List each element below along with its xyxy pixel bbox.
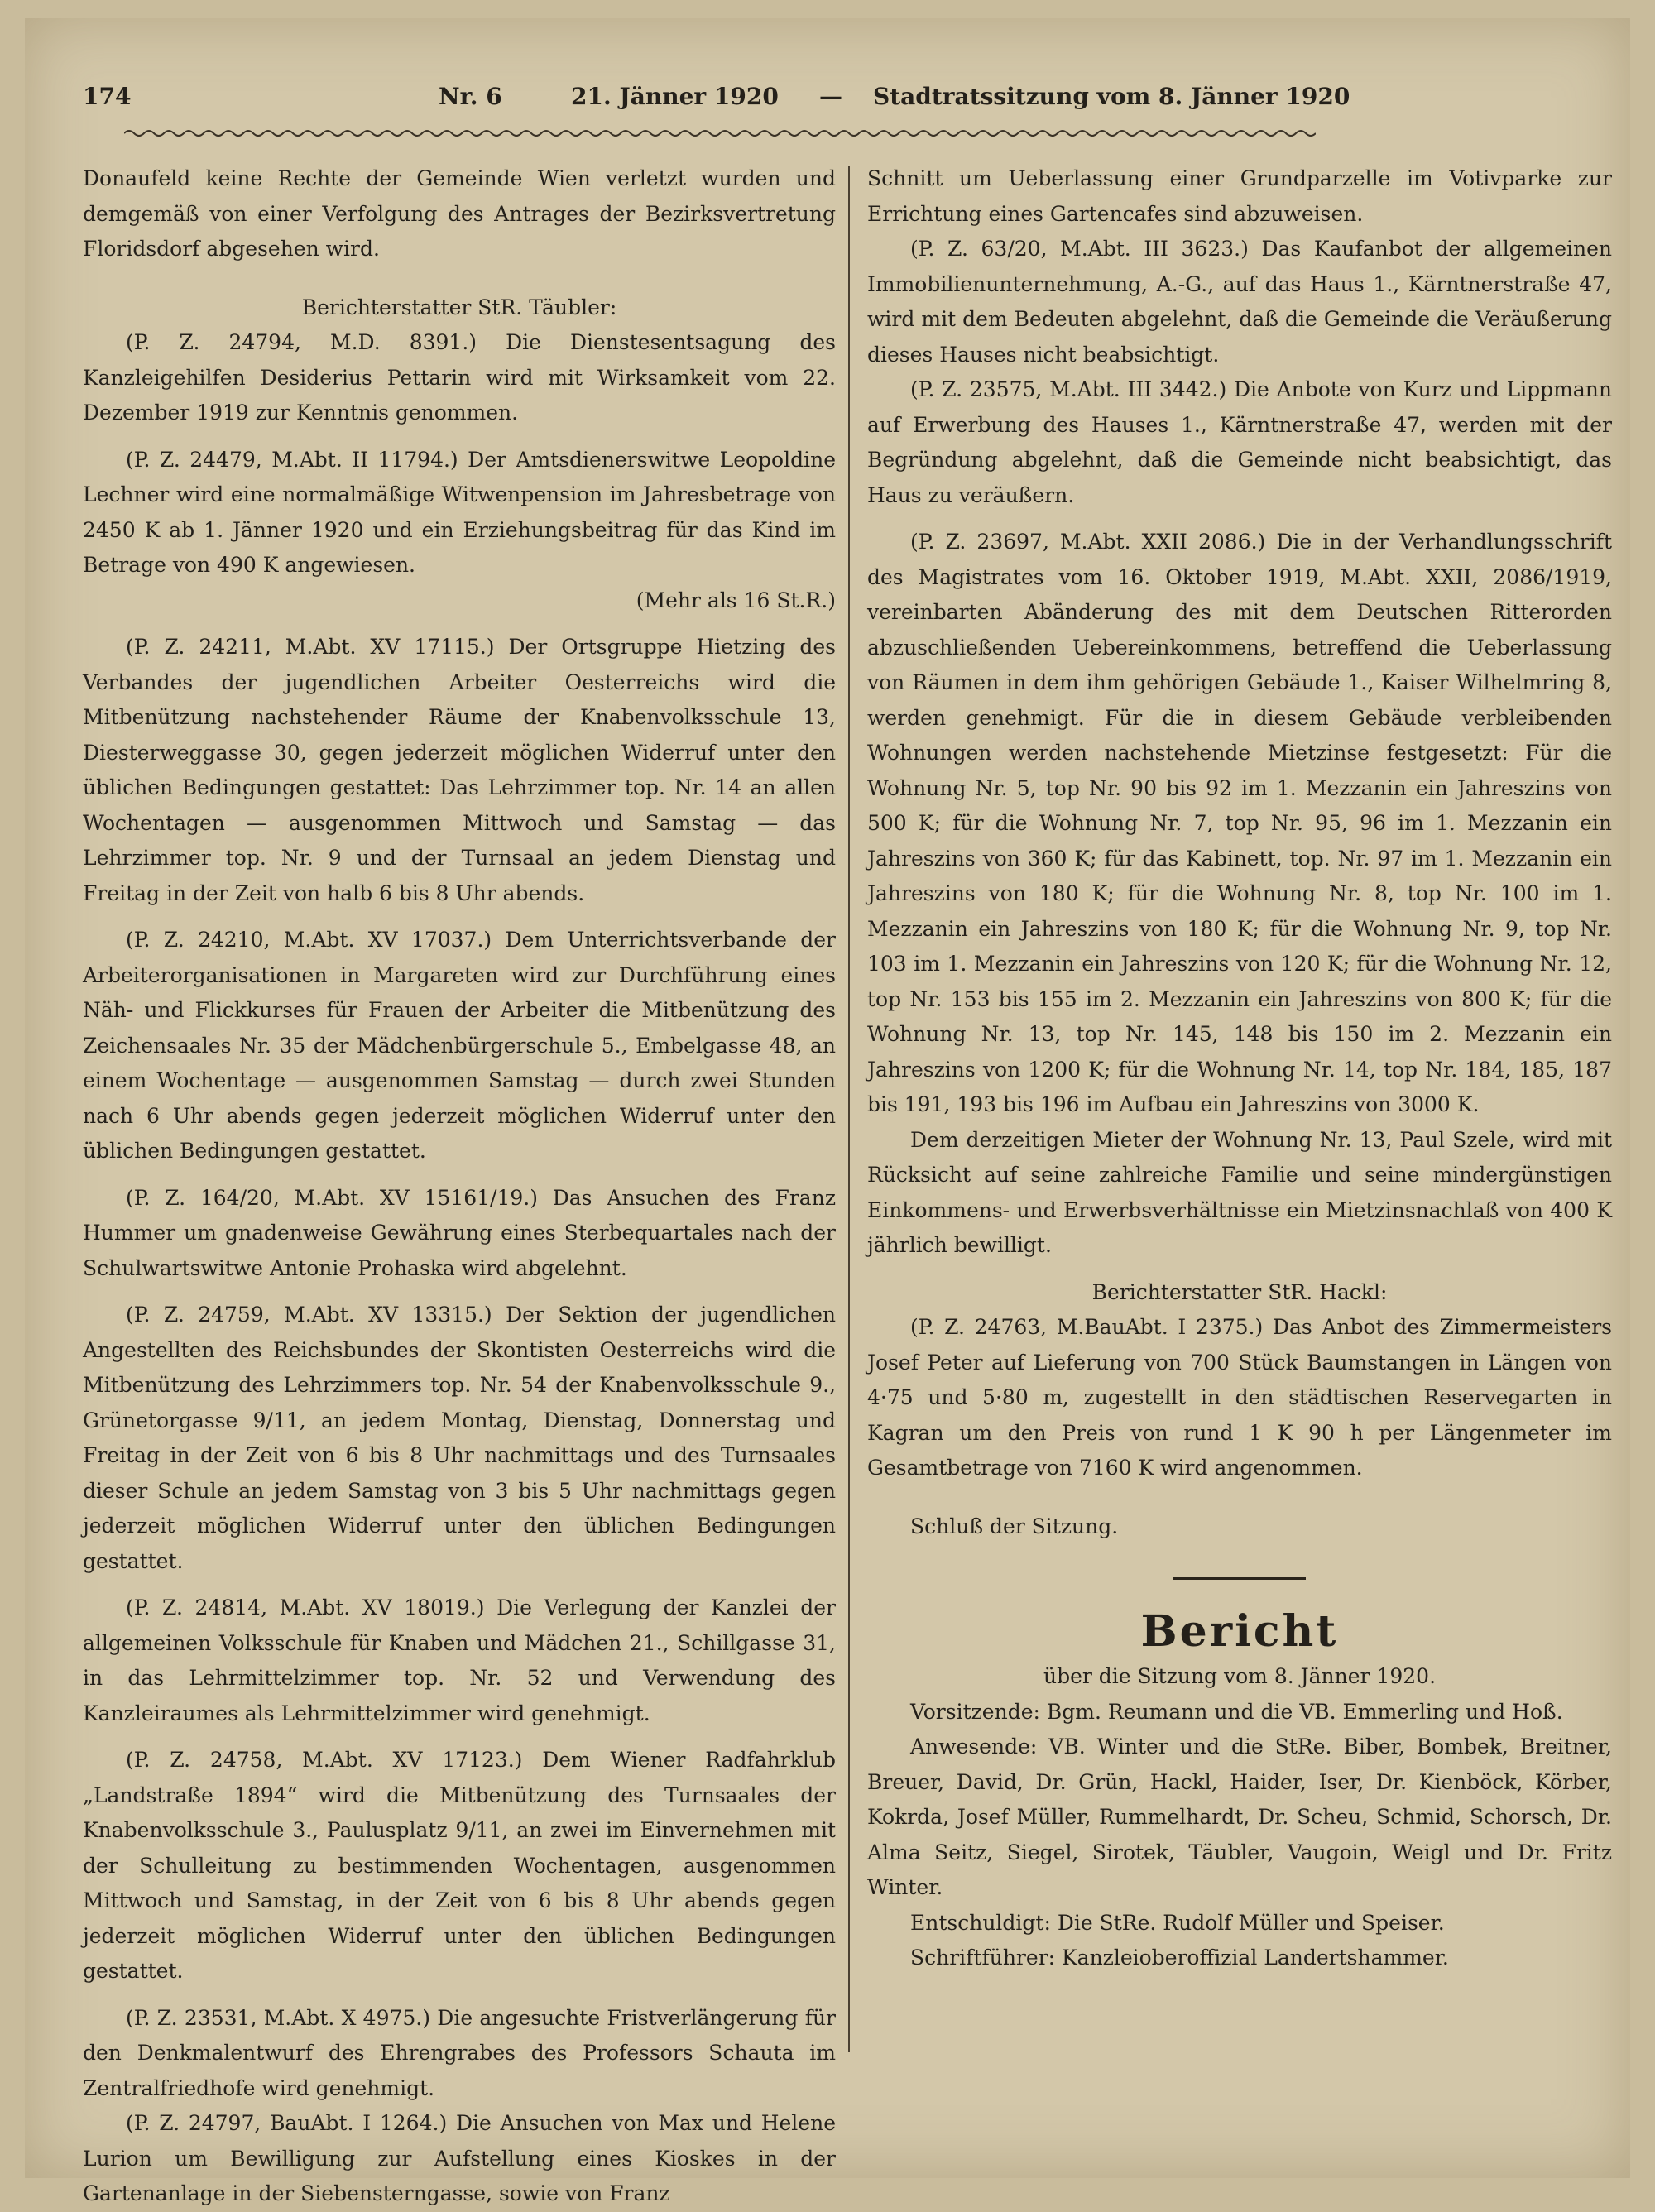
header-dash: — — [819, 83, 842, 110]
paragraph: (P. Z. 24794, M.D. 8391.) Die Dienstesentsagung des Kanzleigehilfen Desiderius Pettarin wird mit Wirksamkeit vom 22. Dezember 1919 zur Kenntnis genommen. — [83, 330, 836, 425]
left-column — [83, 161, 836, 2212]
paragraph: (P. Z. 24763, M.BauAbt. I 2375.) Das Anbot des Zimmermeisters Josef Peter auf Lieferung von 700 Stück Baumstangen in Längen von 4·75 und 5·80 m, zugestellt in den städtischen Reservegarten in Kagran um den Preis von rund 1 K 90 h per Längenmeter im Gesamtbetrage von 7160 K wird angenommen. — [867, 1315, 1612, 1480]
paragraph: (P. Z. 24759, M.Abt. XV 13315.) Der Sektion der jugendlichen Angestellten des Reichsbundes der Skontisten Oesterreichs wird die Mitbenützung des Lehrzimmers top. Nr. 54 der Knabenvolksschule 9., Grünetorgasse 9/11, an jedem Montag, Dienstag, Donnerstag und Freitag in der Zeit von 6 bis 8 Uhr nachmittags und des Turnsaales dieser Schule an jedem Samstag von 3 bis 5 Uhr nachmittags gegen jederzeit möglichen Widerruf unter den üblichen Bedingungen gestattet. — [83, 1303, 836, 1573]
page-header — [83, 83, 1350, 122]
paragraph: (P. Z. 24758, M.Abt. XV 17123.) Dem Wiener Radfahrklub „Landstraße 1894“ wird die Mitbenützung des Turnsaales der Knabenvolksschule 3., Paulusplatz 9/11, an zwei im Einvernehmen mit der Schulleitung zu bestimmenden Wochentagen, ausgenommen Mittwoch und Samstag, in der Zeit von 6 bis 8 Uhr abends gegen jederzeit möglichen Widerruf unter den üblichen Bedingungen gestattet. — [83, 1748, 836, 1983]
page-number: 174 — [83, 83, 132, 110]
paragraph: (P. Z. 164/20, M.Abt. XV 15161/19.) Das Ansuchen des Franz Hummer um gnadenweise Gewährung eines Sterbequartales nach der Schulwartswitwe Antonie Prohaska wird abgelehnt. — [83, 1185, 836, 1280]
attendees-line: Anwesende: VB. Winter und die StRe. Biber, Bombek, Breitner, Breuer, David, Dr. Grün, Hackl, Haider, Iser, Dr. Kienböck, Körber, Kokrda, Josef Müller, Rummelhardt, Dr. Scheu, Schmid, Schorsch, Dr. Alma Seitz, Siegel, Sirotek, Täubler, Vaugoin, Weigl und Dr. Fritz Winter. — [867, 1735, 1612, 1899]
vote-note: (Mehr als 16 St.R.) — [636, 588, 836, 612]
paragraph: (P. Z. 24210, M.Abt. XV 17037.) Dem Unterrichtsverbande der Arbeiterorganisationen in Margareten wird zur Durchführung eines Näh- und Flickkurses für Frauen der Arbeiter die Mitbenützung des Zeichensaales Nr. 35 der Mädchenbürgerschule 5., Embelgasse 48, an einem Wochentage — ausgenommen Samstag — durch zwei Stunden nach 6 Uhr abends gegen jederzeit möglichen Widerruf unter den üblichen Bedingungen gestattet. — [83, 928, 836, 1163]
header-wavy-rule — [124, 128, 1316, 138]
reporter-heading: Berichterstatter StR. Hackl: — [1091, 1279, 1388, 1304]
section-rule — [1173, 1577, 1306, 1580]
right-column — [867, 161, 1612, 1976]
paragraph: (P. Z. 23697, M.Abt. XXII 2086.) Die in der Verhandlungsschrift des Magistrates vom 16. Oktober 1919, M.Abt. XXII, 2086/1919, vereinbarten Abänderung des mit dem Deutschen Ritterorden abzuschließenden Uebereinkommens, betreffend die Ueberlassung von Räumen in dem ihm gehörigen Gebäude 1., Kaiser Wilhelmring 8, werden genehmigt. Für die in diesem Gebäude verbleibenden Wohnungen werden nachstehende Mietzinse festgesetzt: Für die Wohnung Nr. 5, top Nr. 90 bis 92 im 1. Mezzanin ein Jahreszins von 500 K; für die Wohnung Nr. 7, top Nr. 95, 96 im 1. Mezzanin ein Jahreszins von 360 K; für das Kabinett, top. Nr. 97 im 1. Mezzanin ein Jahreszins von 180 K; für die Wohnung Nr. 8, top Nr. 100 im 1. Mezzanin ein Jahreszins von 180 K; für die Wohnung Nr. 9, top Nr. 103 im 1. Mezzanin ein Jahreszins von 120 K; für die Wohnung Nr. 12, top Nr. 153 bis 155 im 2. Mezzanin ein Jahreszins von 800 K; für die Wohnung Nr. 13, top Nr. 145, 148 bis 150 im 2. Mezzanin ein Jahreszins von 1200 K; für die Wohnung Nr. 14, top Nr. 184, 185, 187 bis 191, 193 bis 196 im Aufbau ein Jahreszins von 3000 K. — [867, 530, 1612, 1116]
reporter-heading: Berichterstatter StR. Täubler: — [301, 295, 617, 319]
paragraph: (P. Z. 63/20, M.Abt. III 3623.) Das Kaufanbot der allgemeinen Immobilienunternehmung, A.-G., auf das Haus 1., Kärntnerstraße 47, wird mit dem Bedeuten abgelehnt, daß die Gemeinde die Veräußerung dieses Hauses nicht beabsichtigt. — [867, 237, 1612, 367]
report-title: Bericht — [1140, 1606, 1339, 1657]
issue-number: Nr. 6 — [439, 83, 502, 110]
column-divider — [848, 166, 850, 2052]
paragraph: (P. Z. 23575, M.Abt. III 3442.) Die Anbote von Kurz und Lippmann auf Erwerbung des Hauses 1., Kärntnerstraße 47, werden mit der Begründung abgelehnt, daß die Gemeinde nicht beabsichtigt, das Haus zu veräußern. — [867, 377, 1612, 507]
chair-line: Vorsitzende: Bgm. Reumann und die VB. Emmerling und Hoß. — [910, 1699, 1563, 1724]
paragraph: (P. Z. 24814, M.Abt. XV 18019.) Die Verlegung der Kanzlei der allgemeinen Volksschule für Knaben und Mädchen 21., Schillgasse 31, in das Lehrmittelzimmer top. Nr. 52 und Verwendung des Kanzleiraumes als Lehrmittelzimmer wird genehmigt. — [83, 1595, 836, 1725]
paragraph: (P. Z. 24479, M.Abt. II 11794.) Der Amtsdienerswitwe Leopoldine Lechner wird eine normalmäßige Witwenpension im Jahresbetrage von 2450 K ab 1. Jänner 1920 und ein Erziehungsbeitrag für das Kind im Betrage von 490 K angewiesen. — [83, 447, 836, 577]
header-title: Stadtratssitzung vom 8. Jänner 1920 — [873, 83, 1350, 110]
paragraph: Schnitt um Ueberlassung einer Grundparzelle im Votivparke zur Errichtung eines Gartencafes sind abzuweisen. — [867, 166, 1612, 226]
report-subtitle: über die Sitzung vom 8. Jänner 1920. — [1043, 1664, 1437, 1688]
secretary-line: Schriftführer: Kanzleioberoffizial Landertshammer. — [910, 1946, 1449, 1970]
paragraph: Donaufeld keine Rechte der Gemeinde Wien verletzt wurden und demgemäß von einer Verfolgung des Antrages der Bezirksvertretung Floridsdorf abgesehen wird. — [83, 166, 836, 261]
paragraph: (P. Z. 23531, M.Abt. X 4975.) Die angesuchte Fristverlängerung für den Denkmalentwurf des Ehrengrabes des Professors Schauta im Zentralfriedhofe wird genehmigt. — [83, 2005, 836, 2100]
excused-line: Entschuldigt: Die StRe. Rudolf Müller und Speiser. — [910, 1910, 1445, 1935]
paragraph: Dem derzeitigen Mieter der Wohnung Nr. 13, Paul Szele, wird mit Rücksicht auf seine zahlreiche Familie und seine mindergünstigen Einkommens- und Erwerbsverhältnisse ein Mietzinsnachlaß von 400 K jährlich bewilligt. — [867, 1127, 1612, 1257]
paragraph: (P. Z. 24211, M.Abt. XV 17115.) Der Ortsgruppe Hietzing des Verbandes der jugendlichen Arbeiter Oesterreichs wird die Mitbenützung nachstehender Räume der Knabenvolksschule 13, Diesterweggasse 30, gegen jederzeit möglichen Widerruf unter den üblichen Bedingungen gestattet: Das Lehrzimmer top. Nr. 14 an allen Wochentagen — ausgenommen Mittwoch und Samstag — das Lehrzimmer top. Nr. 9 und der Turnsaal an jedem Dienstag und Freitag in der Zeit von halb 6 bis 8 Uhr abends. — [83, 635, 836, 905]
paragraph: (P. Z. 24797, BauAbt. I 1264.) Die Ansuchen von Max und Helene Lurion um Bewilligung zur Aufstellung eines Kioskes in der Gartenanlage in der Siebensterngasse, sowie von Franz — [83, 2111, 836, 2205]
session-close: Schluß der Sitzung. — [910, 1514, 1119, 1538]
issue-date: 21. Jänner 1920 — [571, 83, 779, 110]
